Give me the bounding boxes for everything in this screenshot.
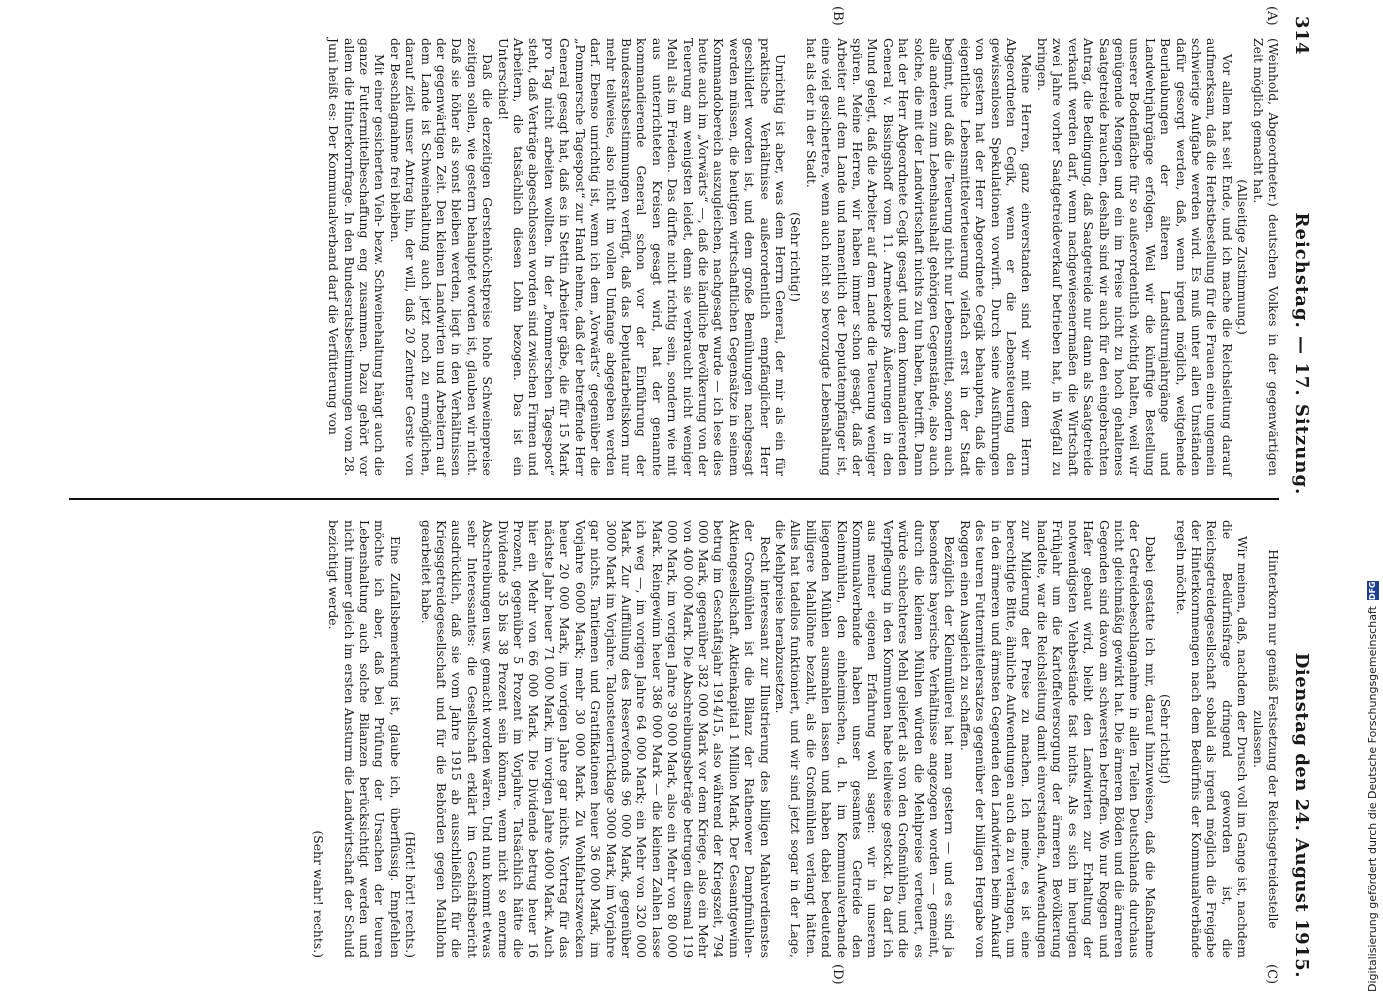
funding-text: Digitalisierung gefördert durch die Deutsche Forschungsgemeinschaft bbox=[1366, 606, 1379, 992]
paragraph: (Weinhold, Abgeordneter.) deutschen Volkes in der gegenwärtigen Zeit möglich gemacht hat. bbox=[1250, 38, 1281, 476]
paragraph: Meine Herren, ganz einverstanden sind wir mit dem Herrn Abgeordneten Cegik, wenn er die Lebensteuerung den gewissenlosen Spekulationen vorwirft. Durch seine Ausführungen von gestern hat der Herr Abgeordnete Cegik behaupten, daß die eigentliche Lebensmittelverteuerung vielfach erst in der Stadt beginnt, und daß die Teuerung nicht nur Lebensmittel, sondern auch alle anderen zum Lebenshaushalt gehörigen Gegenstände, also auch solche, die mit der Landwirtschaft nichts zu tun haben, betrifft. Dann hat der Herr Abgeordnete Cegik gesagt und dem kommandierenden General v. Bissingshoff vom 11. Armeekorps Äußerungen in den Mund gelegt, daß die Arbeiter auf dem Lande die Teuerung weniger spüren. Meine Herren, wir haben immer schon gesagt, daß der Arbeiter auf dem Lande und namentlich der Deputatempfänger ist, eine viel gesichertere, wenn auch nicht so bevorzugte Lebenshaltung hat als der in der Stadt. bbox=[803, 38, 1035, 476]
interjection: (Sehr wahr! rechts.) bbox=[310, 830, 326, 958]
interjection: (Sehr richtig!) bbox=[788, 212, 804, 302]
dfg-logo-icon: DFG bbox=[1368, 581, 1377, 601]
interjection: (Allseitige Zustimmung.) bbox=[1235, 179, 1251, 335]
page-header bbox=[1285, 16, 1312, 978]
paragraph: Mit einer gesicherten Vieh- bezw. Schweinehaltung hängt auch die ganze Futtermittelbeschaffung eng zusammen. Dazu gehört vor allem die Hinterkornfrage. In den Bundesratsbestimmungen vom 28. Juni heißt es: Der Kommunalverband darf die Verfütterung von bbox=[326, 38, 388, 476]
quotation-end: Hinterkorn nur gemäß Festsetzung der Reichsgetreidestelle zulassen. bbox=[1250, 549, 1281, 929]
session-title: Reichstag. — 17. Sitzung. bbox=[1291, 212, 1312, 496]
right-column bbox=[61, 520, 1281, 958]
scanned-page bbox=[55, 2, 1315, 992]
page-number: 314 bbox=[1291, 16, 1312, 56]
paragraph: Recht interessant zur Illustrierung des billigen Mahlverdienstes der Großmühlen ist die Bilanz der Rathenower Dampfmühlen-Aktiengesellschaft. Aktienkapital 1 Million Mark. Der Gesamtgewinn betrug im Geschäftsjahr 1914/15, also während der Kriegszeit, 794 000 Mark, gegenüber 382 000 Mark vor dem Kriege, also ein Mehr von 400 000 Mark. Die Abschreibungsbeträge betrugen diesmal 119 000 Mark, im vorigen Jahre 39 000 Mark, also ein Mehr von 80 000 Mark. Reingewinn heuer 386 000 Mark — die kleinen Zahlen lasse ich weg —, im vorigen Jahre 64 000 Mark; ein Mehr von 320 000 Mark. Zur Auffüllung des Reservefonds 96 000 Mark, gegenüber 3000 Mark im Vorjahre. Talonsteuerrücklage 3000 Mark, im Vorjahre gar nichts. Tantiemen und Gratifikationen heuer 36 000 Mark, im Vorjahre 6000 Mark; mehr 30 000 Mark. Zu Wohlfahrtszwecken heuer 20 000 Mark, im vorigen Jahre gar nichts. Vortrag für das nächste Jahr heuer 71 000 Mark, im vorigen Jahre 4000 Mark. Auch hier ein Mehr von 66 000 Mark. Die Dividende betrug heuer 16 Prozent, gegenüber 5 Prozent im Vorjahre. Tatsächlich hätte die Dividende 35 bis 38 Prozent sein können, wenn nicht so enorme Abschreibungen usw. gemacht worden wären. Und nun kommt etwas sehr Interessantes: die Gesellschaft erklärt im Geschäftsbericht ausdrücklich, daß sie vom Jahre 1915 ab ausschließlich für die Kriegsgetreidegesellschaft und für die Behörden gegen Mahllohn gearbeitet habe. bbox=[418, 520, 773, 958]
paragraph: Dabei gestatte ich mir, darauf hinzuweisen, daß die Maßnahme der Getreidebeschlagnahme in allen Teilen Deutschlands durchaus nicht gleichmäßig gewirkt hat. Die ärmeren Böden und die ärmeren Gegenden sind davon am schwersten betroffen. Wo nur Roggen und Hafer gebaut wird, bleibt den Landwirten zur Erhaltung der notwendigsten Viehbestände fast nichts. Als es sich im heurigen Frühjahr um die Kartoffelversorgung der ärmeren Bevölkerung handelte, war die Reichsleitung damit einverstanden, Aufwendungen zur Milderung der Preise zu machen. Ich meine, es ist eine berechtigte Bitte, ähnliche Aufwendungen auch da zu verlangen, um in den ärmeren und ärmsten Gegenden den Landwirten beim Ankauf des teuren Futtermittelersatzes gegenüber der billigen Hergabe von Roggen einen Ausgleich zu schaffen. bbox=[957, 520, 1158, 958]
paragraph: Daß die derzeitigen Gerstenhöchstpreise hohe Schweinepreise zeitigen sollen, wie gestern behauptet worden ist, glauben wir nicht. Daß sie höher als sonst bleiben werden, liegt in den Verhältnissen der gegenwärtigen Zeit. Den kleinen Landwirten und Arbeitern auf dem Lande ist Schweinehaltung auch jetzt noch zu ermöglichen, darauf zielt unser Antrag hin, der will, daß 20 Zentner Gerste von der Beschlagnahme frei bleiben. bbox=[387, 38, 496, 476]
paragraph: Bezüglich der Kleinmüllerei hat man gestern — und es sind ja besonders bayerische Verhältnisse angezogen worden — gemeint, durch die kleinen Mühlen würden die Mehlpreise verteuert, es würde schlechteres Mehl geliefert als von den Großmühlen, und die Verpflegung in den Kommunen habe teilweise gestockt. Da darf ich aus meiner eigenen Erfahrung wohl sagen: wir in unserem Kommunalverbande haben unser gesamtes Getreide den Kleinmühlen, den einheimischen, d. h. im Kommunalverbande liegenden Mühlen ausmahlen lassen und haben dabei bedeutend billigere Mahllöhne bezahlt, als die Großmühlen verlangt hätten. Alles hat tadellos funktioniert, und wir sind jetzt sogar in der Lage, die Mehlpreise herabzusetzen. bbox=[773, 520, 958, 958]
session-date: Dienstag den 24. August 1915. bbox=[1291, 652, 1312, 978]
interjection: (Sehr richtig!) bbox=[1158, 694, 1174, 784]
paragraph: Wir meinen, daß, nachdem der Drusch voll im Gange ist, nachdem die Bedürfnisfrage dringend geworden ist, die Reichsgetreidegesellschaft sobald als irgend möglich die Freigabe der Hinterkornmengen nach dem Bedürfnis der Kommunalverbände regeln möchte. bbox=[1173, 520, 1251, 958]
paragraph: Unrichtig ist aber, was dem Herrn General, der mir als ein für praktische Verhältnisse außerordentlich empfänglicher Herr geschildert worden ist, und dem große Bemühungen nachgesagt werden müssen, die heutigen wirtschaftlichen Gegensätze in seinem Kommandobereich auszugleichen, nachgesagt wurde — ich lese dies heute auch im „Vorwärts“ —, daß die ländliche Bevölkerung von der Teuerung am wenigsten leidet, denn sie verbraucht nicht weniger Mehl als im Frieden. Das dürfte nicht richtig sein, sondern wie mit aus unterrichteten Kreisen gesagt wird, hat der genannte kommandierende General schon vor der Einführung der Bundesratsbestimmungen verfügt, daß das Deputatarbeitskorn nur mehr teilweise, also nicht im vollen Umfange abgegeben werden darf. Ebenso unrichtig ist, wenn ich dem „Vorwärts“ gegenüber die „Pommersche Tagespost“ zur Hand nehme, daß der betreffende Herr General gesagt hat, daß es in Stettin Arbeiter gäbe, die für 15 Mark pro Tag nicht arbeiten wollten. In der „Pommerschen Tagespost“ steht, daß Verträge abgeschlossen worden sind zwischen Firmen und Arbeitern, die tatsächlich diesen Lohn bezogen. Das ist ein Unterschied! bbox=[495, 38, 788, 476]
margin-marker-d: (D) bbox=[830, 964, 845, 985]
margin-marker-c: (C) bbox=[1264, 964, 1279, 985]
margin-marker-a: (A) bbox=[1264, 6, 1279, 26]
margin-marker-b: (B) bbox=[830, 6, 845, 26]
paragraph: Vor allem hat seit Ende, und ich mache die Reichsleitung darauf aufmerksam, daß die Herbstbestellung für die Frauen eine ungemein schwierige Aufgabe werden wird. Es muß unter allen Umständen dafür gesorgt werden, daß, wenn irgend möglich, weitgehende Beurlaubungen der älteren Landsturmjahrgänge und Landwehrjahrgänge erfolgen. Weil wir die künftige Bestellung unserer Bodenfläche für so außerordentlich wichtig halten, weil wir genügende Mengen und ein im Preise nicht zu hoch gehaltenes Saatgetreide brauchen, deshalb sind wir auch für den eingebrachten Antrag, die Bedingung, daß Saatgetreide nur dann als Saatgetreide verkauft werden darf, wenn nachgewiesenermaßen die Wirtschaft zwei Jahre vorher Saatgetreideverkauf betrieben hat, in Wegfall zu bringen. bbox=[1034, 38, 1235, 476]
funding-note bbox=[1365, 581, 1381, 992]
left-column bbox=[61, 38, 1281, 476]
funding-sidebar bbox=[1363, 581, 1383, 1000]
column-divider bbox=[69, 498, 1279, 500]
interjection: (Hört! hört! rechts.) bbox=[403, 831, 419, 958]
paragraph: Eine Zufallsbemerkung ist, glaube ich, überflüssig. Empfehlen möchte ich aber, daß bei Prüfung der Ursachen der teuren Lebenshaltung auch solche Bilanzen berücksichtigt werden und nicht immer gleich im ersten Ansturm die Landwirtschaft der Schuld bezichtigt werde. bbox=[326, 520, 403, 958]
